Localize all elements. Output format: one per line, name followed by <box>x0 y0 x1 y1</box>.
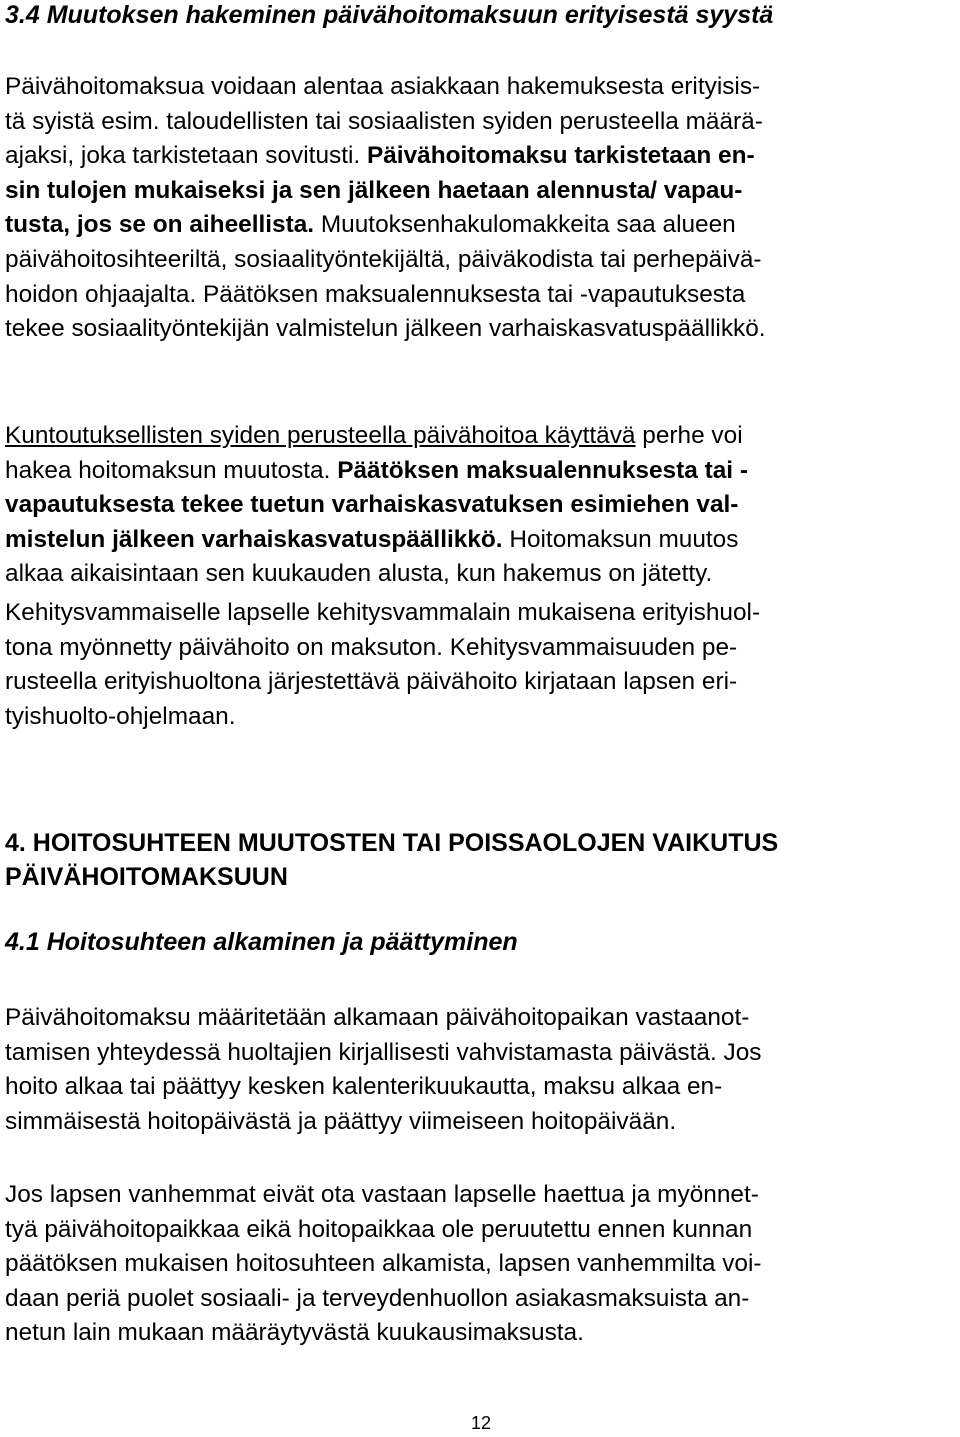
paragraph-line: Jos lapsen vanhemmat eivät ota vastaan lapselle haettua ja myönnet- <box>5 1181 759 1208</box>
paragraph-line: daan periä puolet sosiaali- ja terveydenhuollon asiakasmaksuista an- <box>5 1284 750 1312</box>
text-run: hakea hoitomaksun muutosta. <box>5 456 338 484</box>
heading-line: 4. HOITOSUHTEEN MUUTOSTEN TAI POISSAOLOJEN VAIKUTUS <box>5 829 779 857</box>
paragraph-line <box>5 523 957 558</box>
paragraph-line: tä syistä esim. taloudellisten tai sosiaalisten syiden perusteella määrä- <box>5 107 763 135</box>
bold-text-run: tusta, jos se on aiheellista. <box>5 211 315 239</box>
paragraph-line: Päivähoitomaksua voidaan alentaa asiakkaan hakemuksesta erityisis- <box>5 73 761 100</box>
paragraph-line: vapautuksesta tekee tuetun varhaiskasvatuksen esimiehen val- <box>5 491 739 519</box>
section-3-4-paragraph-1 <box>5 70 957 347</box>
paragraph-line: rusteella erityishuoltona järjestettävä päivähoito kirjataan lapsen eri- <box>5 668 738 696</box>
paragraph-line: sin tulojen mukaiseksi ja sen jälkeen haetaan alennusta/ vapau- <box>5 176 743 204</box>
section-4-1-paragraph-1 <box>5 1001 957 1139</box>
bold-text-run: Päivähoitomaksu tarkistetaan en- <box>366 142 755 170</box>
paragraph-line: tyishuolto-ohjelmaan. <box>5 702 236 730</box>
paragraph-line <box>5 139 957 174</box>
text-run: perhe voi <box>635 422 743 449</box>
paragraph-line: alkaa aikaisintaan sen kuukauden alusta, kun hakemus on jätetty. <box>5 560 713 588</box>
paragraph-line: tamisen yhteydessä huoltajien kirjallisesti vahvistamasta päivästä. Jos <box>5 1038 762 1066</box>
paragraph-line: simmäisestä hoitopäivästä ja päättyy viimeiseen hoitopäivään. <box>5 1107 677 1135</box>
paragraph-line: tona myönnetty päivähoito on maksuton. Kehitysvammaisuuden pe- <box>5 633 738 661</box>
heading-line: PÄIVÄHOITOMAKSUUN <box>5 863 288 891</box>
paragraph-line: Päivähoitomaksu määritetään alkamaan päivähoitopaikan vastaanot- <box>5 1004 750 1031</box>
paragraph-line: hoidon ohjaajalta. Päätöksen maksualennuksesta tai -vapautuksesta <box>5 280 746 308</box>
section-4-1-heading: 4.1 Hoitosuhteen alkaminen ja päättyminen <box>5 928 518 956</box>
paragraph-line: hoito alkaa tai päättyy kesken kalenterikuukautta, maksu alkaa en- <box>5 1073 723 1101</box>
section-3-4-heading: 3.4 Muutoksen hakeminen päivähoitomaksuun erityisestä syystä <box>5 1 774 29</box>
bold-text-run: mistelun jälkeen varhaiskasvatuspäällikkö. <box>5 525 503 553</box>
section-4-heading <box>5 826 778 894</box>
paragraph-line <box>5 208 957 243</box>
page-number: 12 <box>470 1413 492 1433</box>
section-4-1-paragraph-2 <box>5 1178 957 1351</box>
paragraph-line: päätöksen mukaisen hoitosuhteen alkamista, lapsen vanhemmilta voi- <box>5 1250 762 1278</box>
paragraph-line: tekee sosiaalityöntekijän valmistelun jälkeen varhaiskasvatuspäällikkö. <box>5 315 766 343</box>
text-run: Hoitomaksun muutos <box>502 525 739 553</box>
paragraph-line: Kehitysvammaiselle lapselle kehitysvammalain mukaisena erityishuol- <box>5 599 761 626</box>
paragraph-line: netun lain mukaan määräytyvästä kuukausimaksusta. <box>5 1319 584 1347</box>
section-3-4-paragraph-2 <box>5 419 957 592</box>
text-run: Muutoksenhakulomakkeita saa alueen <box>314 211 736 239</box>
bold-text-run: Päätöksen maksualennuksesta tai - <box>337 456 748 484</box>
paragraph-line <box>5 419 957 454</box>
paragraph-line: päivähoitosihteeriltä, sosiaalityöntekijältä, päiväkodista tai perhepäivä- <box>5 245 762 273</box>
section-3-4-paragraph-3 <box>5 596 957 734</box>
paragraph-line <box>5 454 957 489</box>
paragraph-line: tyä päivähoitopaikkaa eikä hoitopaikkaa ole peruutettu ennen kunnan <box>5 1215 753 1243</box>
text-run: ajaksi, joka tarkistetaan sovitusti. <box>5 142 367 170</box>
underlined-text-run: Kuntoutuksellisten syiden perusteella päivähoitoa käyttävä <box>5 422 636 449</box>
